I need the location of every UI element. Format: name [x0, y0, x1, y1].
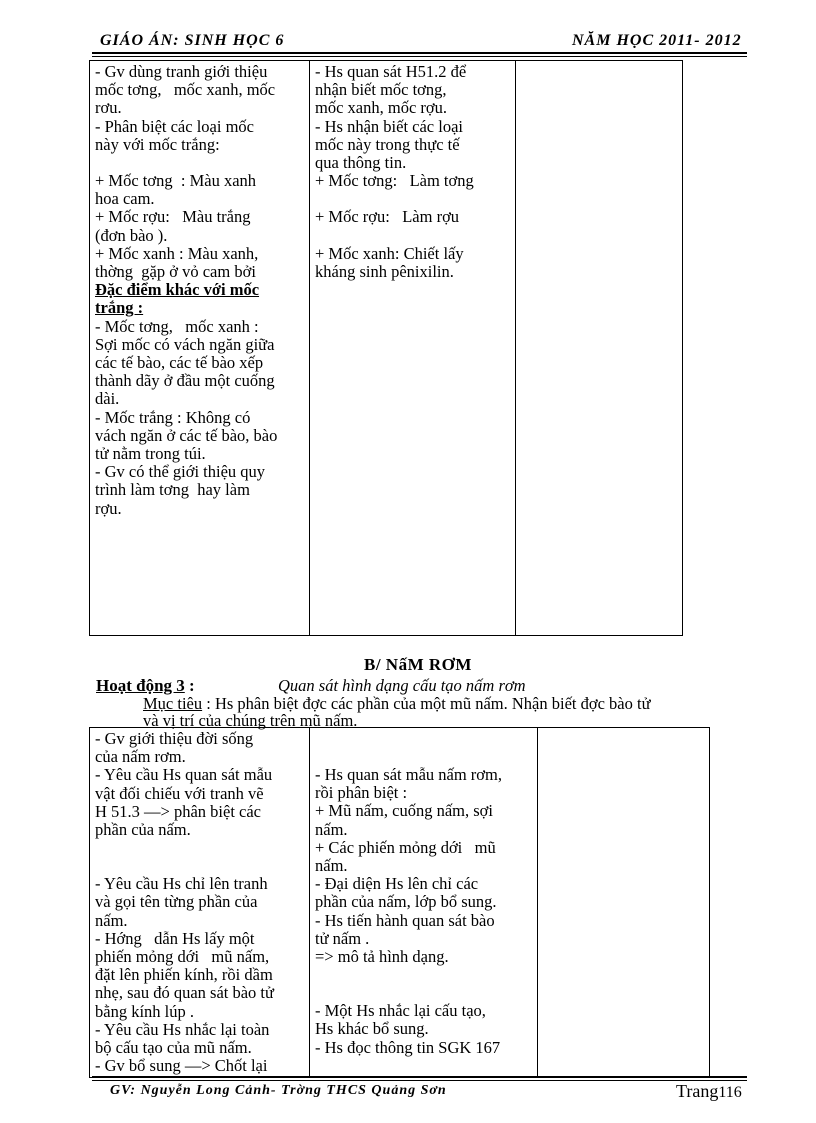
footer-page [676, 1081, 742, 1102]
section-title: B/ NấM RƠM [364, 655, 472, 674]
page-number: 116 [718, 1084, 742, 1101]
text-line: nấm. [315, 856, 348, 876]
text-line: dài. [95, 389, 120, 409]
text-line [315, 984, 532, 1002]
text-line: - Phân biệt các loại mốc [95, 116, 254, 136]
teacher-activity-cell-2 [90, 728, 310, 1078]
text-line: phần của nấm, lớp bổ sung. [315, 892, 497, 912]
text-line: rợu. [95, 498, 122, 518]
student-activity-cell-2 [310, 728, 538, 1078]
text-line: trắng : [95, 298, 144, 318]
text-line [95, 857, 304, 875]
text-line: qua thông tin. [315, 153, 407, 173]
text-line [95, 154, 304, 172]
activity-label [96, 676, 195, 696]
text-line: - Gv giới thiệu đời sống [95, 729, 254, 748]
text-line: phiến mỏng dới mũ nấm, [95, 947, 270, 967]
text-line: => mô tả hình dạng. [315, 947, 449, 967]
text-line: phần của nấm. [95, 820, 191, 840]
text-line: + Mốc xanh: Chiết lấy [315, 243, 464, 263]
text-line: mốc xanh, mốc rợu. [315, 98, 447, 118]
lesson-table-1 [89, 60, 683, 636]
text-line [315, 966, 532, 984]
text-line: vật đối chiếu với tranh vẽ [95, 783, 264, 803]
text-line: - Gv dùng tranh giới thiệu [95, 62, 268, 81]
text-line: nấm. [315, 819, 348, 839]
text-line: + Mũ nấm, cuống nấm, sợi [315, 801, 493, 821]
text-line: - Yêu cầu Hs quan sát mẫu [95, 765, 273, 785]
teacher-activity-text [95, 63, 304, 518]
text-line: kháng sinh pênixilin. [315, 261, 454, 281]
text-line: này với mốc trắng: [95, 134, 220, 154]
text-line: nấm. [95, 910, 128, 930]
header-rule-thin [92, 56, 747, 57]
text-line: + Mốc rợu: Làm rợu [315, 207, 460, 227]
text-line: - Hs tiến hành quan sát bào [315, 910, 495, 930]
text-line: rơu. [95, 98, 122, 118]
text-line: - Hs nhận biết các loại [315, 116, 463, 136]
text-line: + Các phiến mỏng dới mũ [315, 837, 496, 857]
text-line: của nấm rơm. [95, 747, 186, 767]
text-line: - Yêu cầu Hs nhắc lại toàn [95, 1019, 270, 1039]
text-line [315, 730, 532, 748]
text-line: - Gv bổ sung —> Chốt lại [95, 1056, 268, 1076]
text-line: tử nằm trong túi. [95, 444, 206, 464]
text-line: + Mốc xanh : Màu xanh, [95, 243, 259, 263]
header-rule [92, 52, 747, 54]
notes-cell [516, 61, 683, 636]
text-line: + Mốc tơng: Làm tơng [315, 171, 474, 191]
text-line: - Đại diện Hs lên chỉ các [315, 874, 479, 894]
text-line: rồi phân biệt : [315, 783, 408, 803]
text-line: tử nấm . [315, 928, 370, 948]
header-subject: GIÁO ÁN: SINH HỌC 6 [100, 32, 285, 49]
text-line: các tế bào, các tế bào xếp [95, 353, 264, 373]
text-line: bằng kính lúp . [95, 1001, 194, 1021]
teacher-activity-cell [90, 61, 310, 636]
text-line: thờng gặp ở vỏ cam bởi [95, 262, 256, 282]
text-line: bộ cấu tạo của mũ nấm. [95, 1038, 252, 1058]
text-line: - Mốc trắng : Không có [95, 407, 251, 427]
text-line: Sợi mốc có vách ngăn giữa [95, 334, 275, 354]
header-school-year: NĂM HỌC 2011- 2012 [572, 32, 742, 49]
objective-label: Mục tiêu [143, 694, 203, 713]
text-line: - Hs quan sát mẫu nấm rơm, [315, 765, 502, 784]
student-activity-text [315, 63, 510, 281]
text-line: - Yêu cầu Hs chỉ lên tranh [95, 874, 268, 894]
student-activity-text-2 [315, 730, 532, 1057]
text-line: mốc này trong thực tế [315, 134, 460, 154]
text-line: mốc tơng, mốc xanh, mốc [95, 80, 276, 100]
page-label: Trang [676, 1081, 719, 1101]
text-line: - Hớng dẫn Hs lấy một [95, 928, 255, 948]
text-line: - Mốc tơng, mốc xanh : [95, 316, 259, 336]
objective-text-2: và vị trí của chúng trên mũ nấm. [143, 711, 358, 730]
text-line [95, 839, 304, 857]
text-line [315, 748, 532, 766]
text-line: đặt lên phiến kính, rồi dầm [95, 965, 273, 985]
text-line: thành dãy ở đầu một cuống [95, 371, 275, 391]
footer-teacher: GV: Nguyễn Long Cảnh- Trờng THCS Quảng Sơn [110, 1083, 447, 1098]
text-line: - Một Hs nhắc lại cấu tạo, [315, 1001, 486, 1021]
text-line [315, 190, 510, 208]
text-line: nhận biết mốc tơng, [315, 80, 447, 100]
text-line: và gọi tên từng phần của [95, 892, 258, 912]
text-line: nhẹ, sau đó quan sát bào tử [95, 983, 274, 1003]
footer-rule [92, 1076, 747, 1078]
text-line: Hs khác bổ sung. [315, 1019, 429, 1039]
text-line: + Mốc rợu: Màu trắng [95, 207, 251, 227]
text-line [315, 227, 510, 245]
text-line: trình làm tơng hay làm [95, 480, 250, 500]
activity-label-colon: : [189, 676, 195, 695]
activity-description: Quan sát hình dạng cấu tạo nấm rơm [278, 676, 526, 695]
text-line: - Hs đọc thông tin SGK 167 [315, 1037, 501, 1057]
student-activity-cell [310, 61, 516, 636]
text-line: H 51.3 —> phân biệt các [95, 801, 262, 821]
text-line: - Hs quan sát H51.2 để [315, 62, 467, 81]
text-line: vách ngăn ở các tế bào, bào [95, 425, 278, 445]
notes-cell-2 [538, 728, 710, 1078]
objective-text-1: : Hs phân biệt đợc các phần của một mũ nấm. Nhận biết đợc bào tử [202, 694, 651, 713]
footer-rule-thin [92, 1080, 747, 1081]
text-line: - Gv có thể giới thiệu quy [95, 462, 266, 482]
lesson-table-2 [89, 727, 710, 1078]
activity-label-text: Hoạt động 3 [96, 676, 185, 695]
teacher-activity-text-2 [95, 730, 304, 1075]
text-line: hoa cam. [95, 189, 155, 209]
text-line: Đặc điểm khác với mốc [95, 280, 260, 300]
text-line: + Mốc tơng : Màu xanh [95, 171, 257, 191]
text-line: (đơn bào ). [95, 225, 168, 245]
